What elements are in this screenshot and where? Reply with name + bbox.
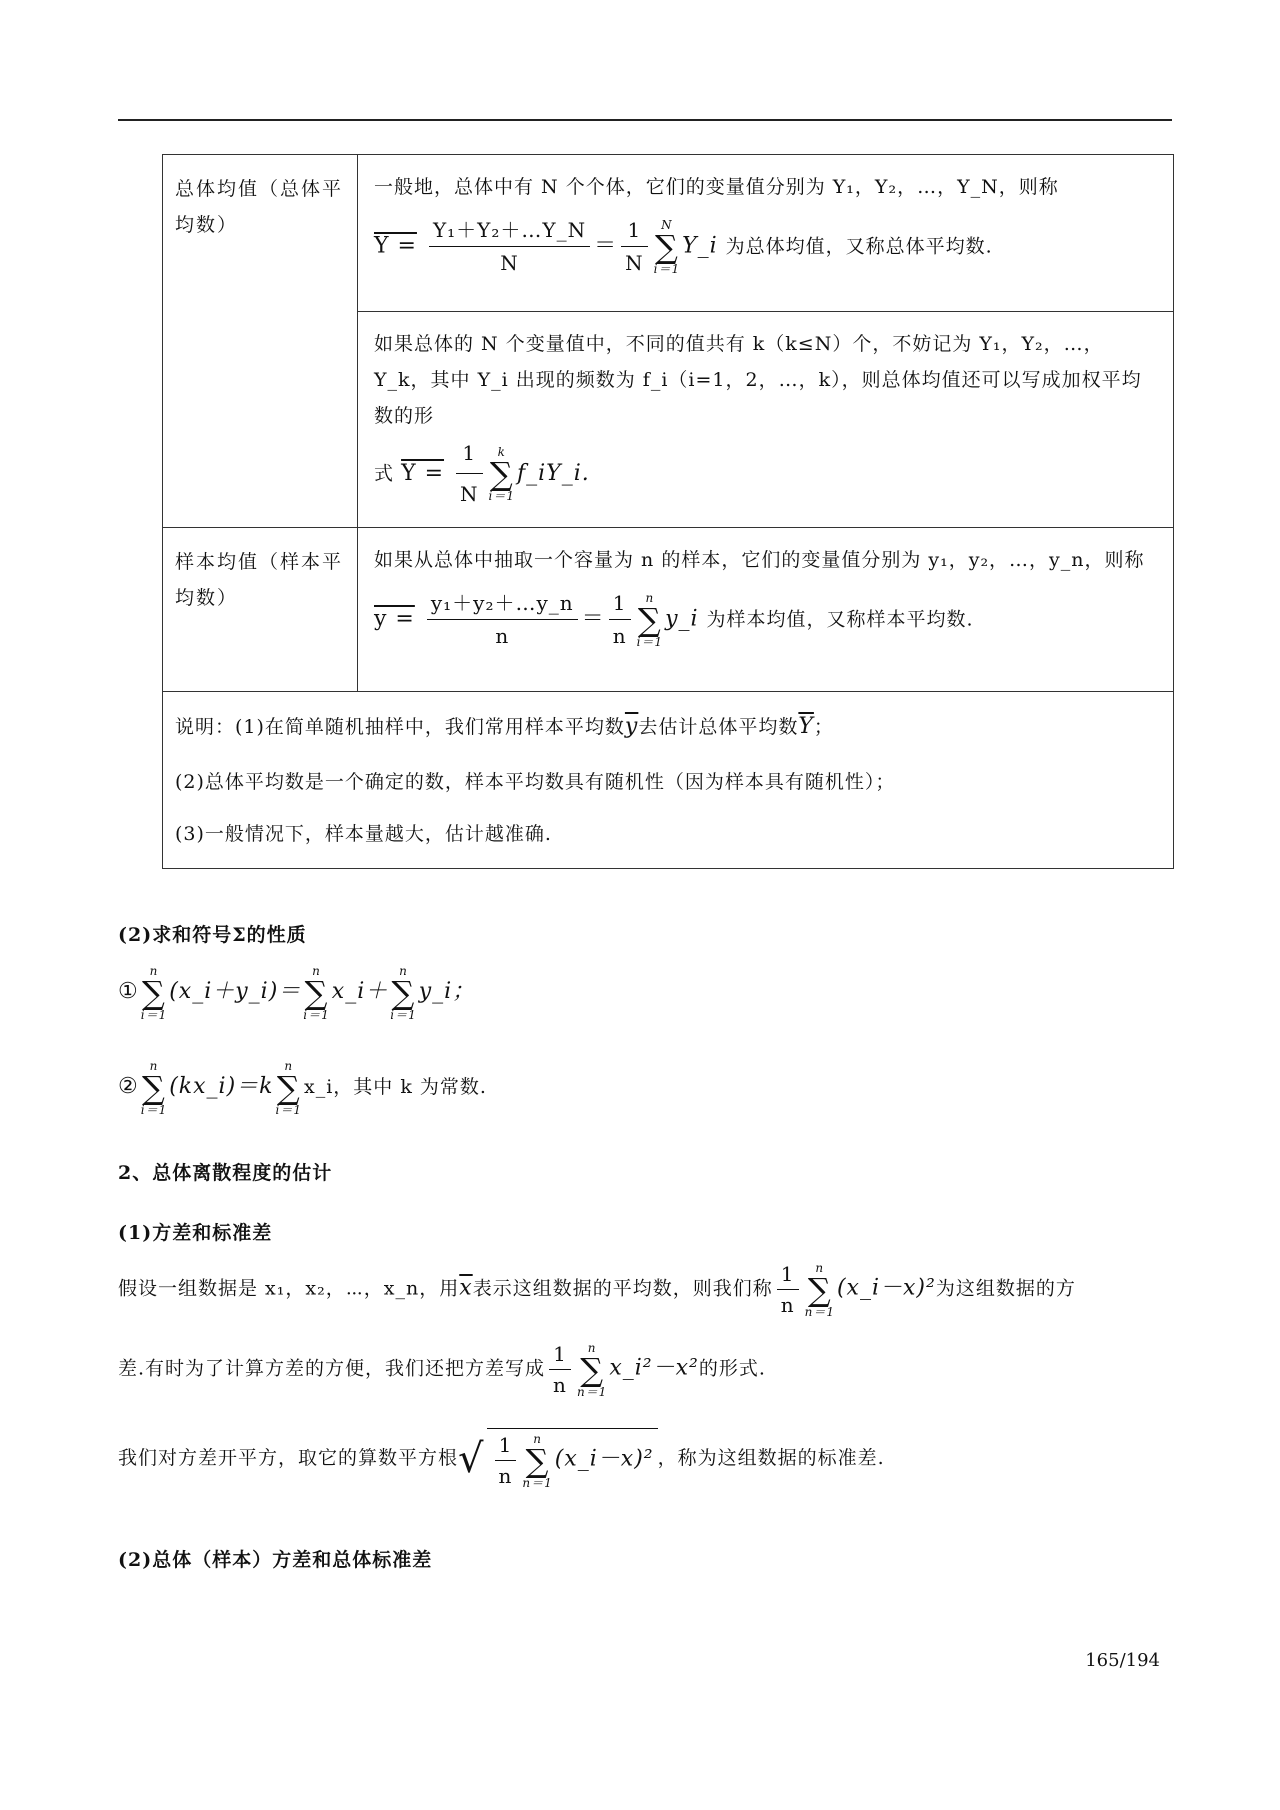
table-row [163,528,1174,692]
weighted-mean-definition: 如果总体的 N 个变量值中，不同的值共有 k（k≤N）个，不妨记为 Y₁，Y₂，…，Y_k，其中 Y_i 出现的频数为 f_i（i=1，2，…，k），则总体均值还可以写成加权平均数的形 式 Y = $\frac{1}{N}$ k ∑ i＝1 f_iY_i. [358,312,1174,528]
note-line-3: (3)一般情况下，样本量越大，估计越准确. [175,823,552,846]
sigma-symbol: n ∑ n＝1 [576,1340,608,1399]
table-row [163,155,1174,312]
weighted-mean-text: 如果总体的 N 个变量值中，不同的值共有 k（k≤N）个，不妨记为 Y₁，Y₂，…，Y_k，其中 Y_i 出现的频数为 f_i（i=1，2，…，k），则总体均值还可以写成加权平均数的形 [374,333,1142,428]
fraction: $\frac{1}{N}$ [621,215,648,278]
sample-mean-label: 样本均值（样本平均数） [163,528,358,692]
population-mean-definition [358,155,1174,312]
note-cell [163,692,1174,869]
square-root-icon: √ [458,1436,485,1482]
sigma-symbol: N ∑ i＝1 [653,217,681,276]
sigma-symbol: n ∑ i＝1 [140,964,168,1022]
population-mean-label: 总体均值（总体平均数） [163,155,358,528]
fraction: $\frac{\text{y₁＋y₂＋…y\_n}}{n}$ [427,588,578,651]
sample-mean-text: 如果从总体中抽取一个容量为 n 的样本，它们的变量值分别为 y₁，y₂，…，y_n，则称 [374,549,1145,572]
std-dev-paragraph: 我们对方差开平方，取它的算数平方根√ $\frac{1}{n}$ n ∑ n＝1 (x_i－x)² ，称为这组数据的标准差. [118,1428,1178,1490]
population-mean-formula: Y = $\frac{\text{Y₁＋Y₂＋…Y\_N}}{N}$ ＝ $\frac{1}{N}$ N ∑ i＝1 Y_i 为总体均值，又称总体平均数. [374,215,1157,278]
sigma-symbol: n ∑ n＝1 [522,1431,553,1490]
definition-table [162,154,1174,869]
sigma-symbol: n ∑ i＝1 [140,1059,168,1117]
fraction: $\frac{1}{n}$ [495,1431,517,1490]
sigma-symbol: k ∑ i＝1 [488,444,515,503]
note-line-2: (2)总体平均数是一个确定的数，样本平均数具有随机性（因为样本具有随机性）； [175,771,896,794]
sigma-symbol: n ∑ i＝1 [303,964,330,1022]
sum-properties-heading: (2)求和符号Σ的性质 [118,924,307,946]
variance-paragraph-2: 差.有时为了计算方差的方便，我们还把方差写成 $\frac{1}{n}$ n ∑ n＝1 x_i²－x²的形式. [118,1340,766,1399]
fraction: $\frac{1}{n}$ [609,588,631,651]
sample-mean-definition [358,528,1174,692]
sample-mean-formula: y = $\frac{\text{y₁＋y₂＋…y\_n}}{n}$ ＝ $\frac{1}{n}$ n ∑ i＝1 y_i 为样本均值，又称样本平均数. [374,588,1157,651]
formula-lhs: Y = [374,233,417,259]
sigma-symbol: n ∑ i＝1 [275,1059,302,1117]
square-root-content: $\frac{1}{n}$ n ∑ n＝1 (x_i－x)² [487,1428,658,1490]
population-variance-subheading: (2)总体（样本）方差和总体标准差 [118,1549,433,1571]
sigma-symbol: n ∑ i＝1 [636,590,664,649]
fraction: $\frac{1}{N}$ [456,434,483,513]
sum-property-1: ① n ∑ i＝1 (x_i＋y_i)＝ n ∑ i＝1 x_i＋ n ∑ i＝1 y_i； [118,964,476,1022]
section-2-heading: 2、总体离散程度的估计 [118,1162,333,1184]
population-mean-text: 一般地，总体中有 N 个个体，它们的变量值分别为 Y₁，Y₂，…，Y_N，则称 [374,176,1059,198]
fraction: $\frac{\text{Y₁＋Y₂＋…Y\_N}}{N}$ [429,215,590,278]
fraction: $\frac{1}{n}$ [549,1340,571,1399]
page-number: 165/194 [1085,1650,1160,1671]
fraction: $\frac{1}{n}$ [777,1260,799,1319]
table-row [163,692,1174,869]
weighted-mean-formula: Y = $\frac{1}{N}$ k ∑ i＝1 f_iY_i. [401,461,590,486]
variance-paragraph-1: 假设一组数据是 x₁，x₂，⋯，x_n，用$\overline{x}$表示这组数据的平均数，则我们称 $\frac{1}{n}$ n ∑ n＝1 (x_i－x)²为这组数据的方 [118,1260,1076,1319]
header-rule [118,119,1172,121]
sigma-symbol: n ∑ i＝1 [390,964,417,1022]
variance-subheading: (1)方差和标准差 [118,1222,273,1244]
sigma-symbol: n ∑ n＝1 [804,1260,835,1319]
sum-property-2: ② n ∑ i＝1 (kx_i)＝k n ∑ i＝1 x_i，其中 k 为常数. [118,1059,487,1117]
note-line-1: 说明：(1)在简单随机抽样中，我们常用样本平均数$\overline{y}$去估计总体平均数$\overline{Y}$； [175,714,834,740]
